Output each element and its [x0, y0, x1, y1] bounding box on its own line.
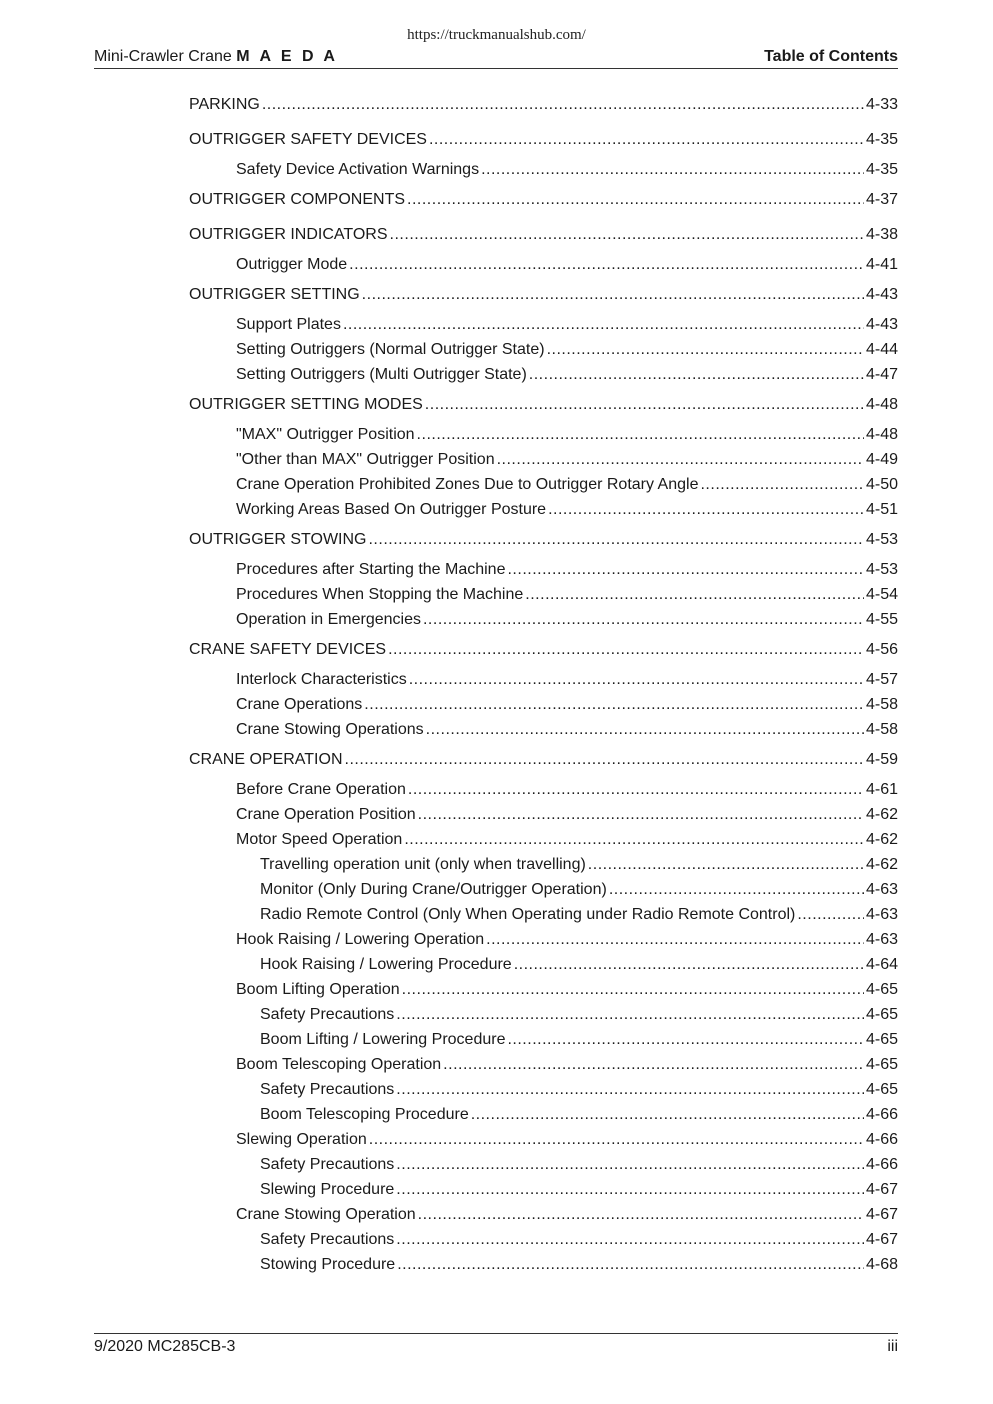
- dot-leader: [407, 191, 864, 209]
- toc-entry-title: Motor Speed Operation: [236, 831, 403, 848]
- dot-leader: [397, 1256, 864, 1274]
- dot-leader: [349, 256, 864, 274]
- toc-page-number: 4-35: [865, 131, 898, 148]
- toc-entry[interactable]: [236, 1206, 898, 1228]
- toc-entry-title: OUTRIGGER COMPONENTS: [189, 191, 406, 208]
- toc-entry-title: Support Plates: [236, 316, 341, 333]
- dot-leader: [443, 1056, 864, 1074]
- dot-leader: [425, 396, 864, 414]
- dot-leader: [408, 781, 864, 799]
- dot-leader: [507, 561, 863, 579]
- toc-entry[interactable]: [236, 316, 898, 338]
- toc-page-number: 4-68: [865, 1256, 898, 1273]
- toc-entry[interactable]: [236, 256, 898, 278]
- title-prefix: Mini-Crawler Crane: [94, 48, 232, 65]
- dot-leader: [362, 286, 864, 304]
- toc-entry-title: CRANE SAFETY DEVICES: [189, 641, 387, 658]
- toc-page-number: 4-43: [865, 286, 898, 303]
- toc-entry[interactable]: [236, 1056, 898, 1078]
- toc-entry[interactable]: [236, 426, 898, 448]
- toc-entry-title: Safety Device Activation Warnings: [236, 161, 480, 178]
- dot-leader: [404, 831, 864, 849]
- toc-page-number: 4-38: [865, 226, 898, 243]
- dot-leader: [418, 806, 864, 824]
- dot-leader: [609, 881, 864, 899]
- toc-entry[interactable]: [236, 696, 898, 718]
- toc-page-number: 4-66: [865, 1131, 898, 1148]
- toc-page-number: 4-33: [865, 96, 898, 113]
- toc-page-number: 4-55: [865, 611, 898, 628]
- toc-entry[interactable]: [260, 1231, 898, 1253]
- toc-entry-title: CRANE OPERATION: [189, 751, 343, 768]
- toc-page-number: 4-64: [865, 956, 898, 973]
- toc-page-number: 4-61: [865, 781, 898, 798]
- toc-entry-title: Safety Precautions: [260, 1231, 395, 1248]
- toc-page-number: 4-37: [865, 191, 898, 208]
- dot-leader: [588, 856, 864, 874]
- dot-leader: [514, 956, 864, 974]
- dot-leader: [343, 316, 864, 334]
- toc-page-number: 4-47: [865, 366, 898, 383]
- toc-entry-title: Hook Raising / Lowering Procedure: [260, 956, 512, 973]
- toc-page-number: 4-65: [865, 1081, 898, 1098]
- dot-leader: [486, 931, 864, 949]
- toc-entry[interactable]: [236, 586, 898, 608]
- dot-leader: [368, 531, 863, 549]
- toc-entry[interactable]: [189, 226, 898, 248]
- toc-entry-title: Safety Precautions: [260, 1006, 395, 1023]
- toc-page-number: 4-58: [865, 721, 898, 738]
- toc-entry[interactable]: [260, 1181, 898, 1203]
- toc-page-number: 4-65: [865, 1006, 898, 1023]
- dot-leader: [471, 1106, 864, 1124]
- toc-page-number: 4-62: [865, 806, 898, 823]
- footer-doc-id: 9/2020 MC285CB-3: [94, 1338, 236, 1355]
- toc-page-number: 4-63: [865, 881, 898, 898]
- dot-leader: [396, 1181, 864, 1199]
- toc-entry-title: Boom Lifting Operation: [236, 981, 400, 998]
- page-footer: [94, 1333, 898, 1355]
- toc-entry-title: Interlock Characteristics: [236, 671, 407, 688]
- toc-entry-title: OUTRIGGER SAFETY DEVICES: [189, 131, 427, 148]
- dot-leader: [396, 1156, 864, 1174]
- toc-entry-title: OUTRIGGER INDICATORS: [189, 226, 388, 243]
- source-url[interactable]: https://truckmanualshub.com/: [407, 27, 586, 43]
- toc-entry-title: Crane Stowing Operations: [236, 721, 424, 738]
- dot-leader: [417, 426, 864, 444]
- dot-leader: [429, 131, 864, 149]
- toc-entry[interactable]: [236, 161, 898, 183]
- toc-page-number: 4-66: [865, 1156, 898, 1173]
- toc-entry[interactable]: [189, 286, 898, 308]
- toc-page-number: 4-65: [865, 981, 898, 998]
- toc-page-number: 4-62: [865, 856, 898, 873]
- toc-entry[interactable]: [236, 981, 898, 1003]
- toc-entry-title: Boom Lifting / Lowering Procedure: [260, 1031, 506, 1048]
- toc-entry[interactable]: [260, 856, 898, 878]
- toc-page-number: 4-63: [865, 906, 898, 923]
- toc-entry-title: Crane Operations: [236, 696, 363, 713]
- toc-page-number: 4-56: [865, 641, 898, 658]
- toc-entry-title: Setting Outriggers (Normal Outrigger State): [236, 341, 545, 358]
- dot-leader: [547, 341, 864, 359]
- dot-leader: [548, 501, 864, 519]
- dot-leader: [388, 641, 864, 659]
- toc-entry-title: OUTRIGGER SETTING: [189, 286, 360, 303]
- toc-entry[interactable]: [236, 806, 898, 828]
- dot-leader: [797, 906, 864, 924]
- dot-leader: [396, 1081, 864, 1099]
- toc-page-number: 4-65: [865, 1056, 898, 1073]
- toc-entry-title: Stowing Procedure: [260, 1256, 396, 1273]
- toc-entry[interactable]: [189, 751, 898, 773]
- toc-entry-title: Procedures after Starting the Machine: [236, 561, 506, 578]
- toc-entry[interactable]: [260, 1156, 898, 1178]
- dot-leader: [426, 721, 864, 739]
- toc-entry[interactable]: [236, 721, 898, 743]
- toc-entry-title: Boom Telescoping Operation: [236, 1056, 442, 1073]
- toc-entry[interactable]: [236, 831, 898, 853]
- toc-page-number: 4-53: [865, 561, 898, 578]
- toc-entry[interactable]: [260, 1031, 898, 1053]
- toc-page-number: 4-58: [865, 696, 898, 713]
- dot-leader: [481, 161, 864, 179]
- toc-entry-title: Safety Precautions: [260, 1156, 395, 1173]
- toc-entry[interactable]: [236, 451, 898, 473]
- brand-name: M A E D A: [236, 48, 338, 65]
- toc-entry[interactable]: [260, 1106, 898, 1128]
- page-header: [94, 46, 898, 69]
- toc-entry[interactable]: [236, 341, 898, 363]
- toc-entry[interactable]: [260, 956, 898, 978]
- toc-entry-title: Slewing Operation: [236, 1131, 367, 1148]
- toc-entry-title: "MAX" Outrigger Position: [236, 426, 415, 443]
- dot-leader: [529, 366, 864, 384]
- dot-leader: [418, 1206, 864, 1224]
- toc-entry[interactable]: [236, 611, 898, 633]
- toc-entry[interactable]: [236, 476, 898, 498]
- toc-entry-title: Slewing Procedure: [260, 1181, 395, 1198]
- toc-page-number: 4-67: [865, 1231, 898, 1248]
- toc-entry-title: Crane Operation Position: [236, 806, 416, 823]
- toc-entry-title: Hook Raising / Lowering Operation: [236, 931, 485, 948]
- toc-entry-title: Operation in Emergencies: [236, 611, 421, 628]
- toc-page-number: 4-51: [865, 501, 898, 518]
- toc-entry-title: Setting Outriggers (Multi Outrigger State): [236, 366, 527, 383]
- dot-leader: [423, 611, 864, 629]
- toc-entry-title: Crane Operation Prohibited Zones Due to Outrigger Rotary Angle: [236, 476, 699, 493]
- footer-page-number: iii: [887, 1338, 898, 1355]
- toc-entry-title: OUTRIGGER SETTING MODES: [189, 396, 423, 413]
- toc-page-number: 4-41: [865, 256, 898, 273]
- dot-leader: [402, 981, 864, 999]
- toc-entry-title: Travelling operation unit (only when travelling): [260, 856, 586, 873]
- toc-entry-title: Outrigger Mode: [236, 256, 348, 273]
- toc-page-number: 4-62: [865, 831, 898, 848]
- section-title: Table of Contents: [764, 48, 898, 65]
- toc-entry-title: PARKING: [189, 96, 260, 113]
- dot-leader: [390, 226, 864, 244]
- toc-entry[interactable]: [260, 881, 898, 903]
- toc-page-number: 4-50: [865, 476, 898, 493]
- toc-entry[interactable]: [260, 1256, 898, 1278]
- dot-leader: [396, 1231, 864, 1249]
- toc-page-number: 4-65: [865, 1031, 898, 1048]
- toc-entry[interactable]: [189, 641, 898, 663]
- toc-entry[interactable]: [260, 1006, 898, 1028]
- toc-entry[interactable]: [236, 931, 898, 953]
- dot-leader: [409, 671, 864, 689]
- dot-leader: [700, 476, 863, 494]
- dot-leader: [396, 1006, 864, 1024]
- toc-entry[interactable]: [236, 1131, 898, 1153]
- dot-leader: [369, 1131, 864, 1149]
- toc-page-number: 4-66: [865, 1106, 898, 1123]
- toc-entry-title: "Other than MAX" Outrigger Position: [236, 451, 495, 468]
- dot-leader: [345, 751, 864, 769]
- toc-entry[interactable]: [260, 906, 898, 928]
- toc-entry[interactable]: [189, 191, 898, 213]
- manual-title: [94, 48, 338, 66]
- toc-page-number: 4-67: [865, 1181, 898, 1198]
- toc-entry-title: Before Crane Operation: [236, 781, 406, 798]
- toc-entry[interactable]: [236, 366, 898, 388]
- toc-page-number: 4-35: [865, 161, 898, 178]
- toc-entry-title: Safety Precautions: [260, 1081, 395, 1098]
- toc-entry-title: Crane Stowing Operation: [236, 1206, 416, 1223]
- toc-entry-title: Procedures When Stopping the Machine: [236, 586, 524, 603]
- toc-entry-title: Working Areas Based On Outrigger Posture: [236, 501, 547, 518]
- toc-entry-title: Boom Telescoping Procedure: [260, 1106, 469, 1123]
- toc-entry[interactable]: [236, 561, 898, 583]
- toc-entry[interactable]: [236, 781, 898, 803]
- toc-entry-title: Radio Remote Control (Only When Operating under Radio Remote Control): [260, 906, 796, 923]
- toc-entry[interactable]: [189, 131, 898, 153]
- toc-page-number: 4-44: [865, 341, 898, 358]
- toc-entry[interactable]: [189, 396, 898, 418]
- dot-leader: [525, 586, 864, 604]
- toc-page-number: 4-49: [865, 451, 898, 468]
- dot-leader: [262, 96, 864, 114]
- toc-entry[interactable]: [189, 96, 898, 118]
- toc-page-number: 4-53: [865, 531, 898, 548]
- toc-page-number: 4-67: [865, 1206, 898, 1223]
- toc-page-number: 4-43: [865, 316, 898, 333]
- toc-page-number: 4-54: [865, 586, 898, 603]
- toc-entry-title: OUTRIGGER STOWING: [189, 531, 367, 548]
- toc-page-number: 4-59: [865, 751, 898, 768]
- dot-leader: [497, 451, 864, 469]
- toc-page-number: 4-63: [865, 931, 898, 948]
- toc-entry-title: Monitor (Only During Crane/Outrigger Operation): [260, 881, 607, 898]
- toc-entry[interactable]: [236, 671, 898, 693]
- dot-leader: [364, 696, 864, 714]
- toc-page-number: 4-48: [865, 396, 898, 413]
- toc-page-number: 4-48: [865, 426, 898, 443]
- toc-entry[interactable]: [189, 531, 898, 553]
- toc-entry[interactable]: [236, 501, 898, 523]
- toc-page-number: 4-57: [865, 671, 898, 688]
- toc-entry[interactable]: [260, 1081, 898, 1103]
- dot-leader: [507, 1031, 864, 1049]
